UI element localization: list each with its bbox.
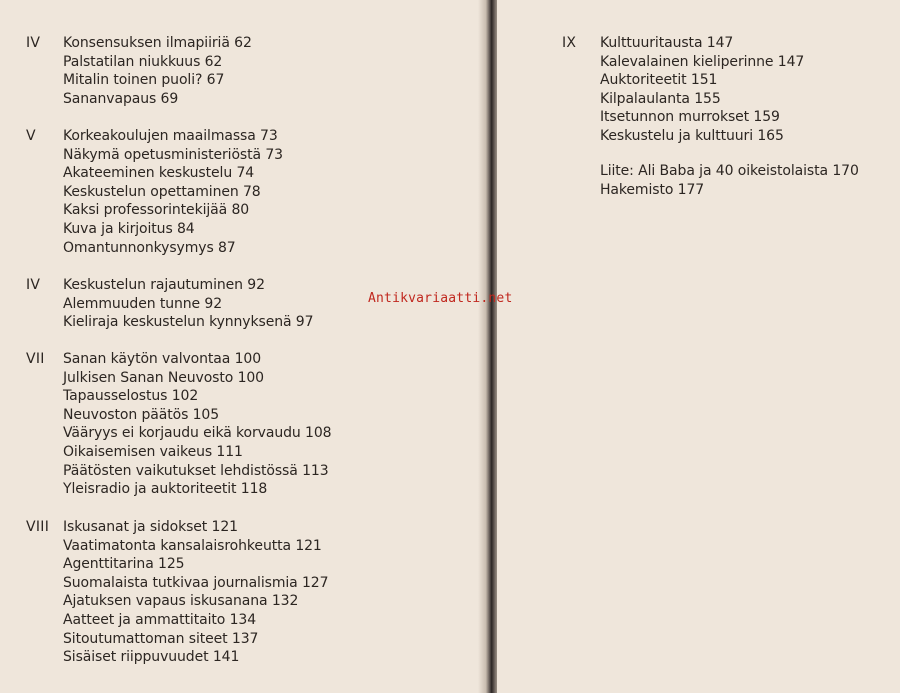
toc-entry: Näkymä opetusministeriöstä 73 bbox=[63, 146, 283, 163]
toc-entry: Päätösten vaikutukset lehdistössä 113 bbox=[63, 462, 329, 479]
toc-entry: Auktoriteetit 151 bbox=[600, 72, 718, 89]
toc-entry: Yleisradio ja auktoriteetit 118 bbox=[63, 481, 268, 498]
toc-entry: Suomalaista tutkivaa journalismia 127 bbox=[63, 574, 329, 591]
toc-entry: Palstatilan niukkuus 62 bbox=[63, 53, 223, 70]
watermark-text: Antikvariaatti.net bbox=[368, 291, 513, 306]
chapter-numeral: VII bbox=[26, 351, 45, 367]
toc-entry: Oikaisemisen vaikeus 111 bbox=[63, 443, 243, 460]
toc-entry: Omantunnonkysymys 87 bbox=[63, 239, 236, 256]
toc-entry: Keskustelun rajautuminen 92 bbox=[63, 277, 265, 293]
toc-entry: Vääryys ei korjaudu eikä korvaudu 108 bbox=[63, 425, 332, 442]
chapter-numeral: IV bbox=[26, 277, 41, 293]
right-page bbox=[497, 0, 900, 693]
toc-entry: Kieliraja keskustelun kynnyksenä 97 bbox=[63, 314, 314, 331]
toc-entry: Kaksi professorintekijää 80 bbox=[63, 202, 250, 219]
appendix-entry: Liite: Ali Baba ja 40 oikeistolaista 170 bbox=[600, 163, 859, 179]
chapter-numeral: IV bbox=[26, 35, 41, 51]
chapter-numeral: VIII bbox=[26, 519, 50, 535]
toc-entry: Konsensuksen ilmapiiriä 62 bbox=[63, 35, 252, 51]
chapter-numeral: IX bbox=[562, 35, 577, 51]
toc-entry: Sananvapaus 69 bbox=[63, 90, 179, 107]
toc-entry: Alemmuuden tunne 92 bbox=[63, 295, 223, 312]
entry-list bbox=[63, 34, 252, 108]
toc-entry: Vaatimatonta kansalaisrohkeutta 121 bbox=[63, 537, 322, 554]
entry-list bbox=[63, 518, 328, 667]
index-entry: Hakemisto 177 bbox=[600, 181, 705, 198]
toc-entry: Korkeakoulujen maailmassa 73 bbox=[63, 128, 278, 144]
toc-entry: Julkisen Sanan Neuvosto 100 bbox=[63, 369, 264, 386]
toc-entry: Itsetunnon murrokset 159 bbox=[600, 109, 780, 126]
toc-entry: Kuva ja kirjoitus 84 bbox=[63, 220, 195, 237]
toc-entry: Agenttitarina 125 bbox=[63, 556, 185, 573]
toc-entry: Sisäiset riippuvuudet 141 bbox=[63, 649, 240, 666]
entry-list bbox=[63, 127, 283, 257]
toc-entry: Akateeminen keskustelu 74 bbox=[63, 165, 255, 182]
toc-entry: Keskustelun opettaminen 78 bbox=[63, 183, 261, 200]
entry-list bbox=[600, 34, 804, 146]
toc-entry: Sanan käytön valvontaa 100 bbox=[63, 351, 262, 367]
toc-entry: Sitoutumattoman siteet 137 bbox=[63, 630, 259, 647]
chapter-numeral: V bbox=[26, 128, 36, 144]
toc-entry: Aatteet ja ammattitaito 134 bbox=[63, 611, 257, 628]
entry-list bbox=[63, 350, 331, 499]
toc-entry: Ajatuksen vapaus iskusanana 132 bbox=[63, 593, 299, 610]
toc-entry: Keskustelu ja kulttuuri 165 bbox=[600, 127, 784, 144]
entry-list bbox=[63, 276, 313, 332]
toc-entry: Tapausselostus 102 bbox=[63, 388, 199, 405]
toc-entry: Kilpalaulanta 155 bbox=[600, 90, 721, 107]
toc-entry: Kalevalainen kieliperinne 147 bbox=[600, 53, 805, 70]
toc-entry: Neuvoston päätös 105 bbox=[63, 406, 220, 423]
appendix-list bbox=[600, 162, 859, 199]
toc-entry: Kulttuuritausta 147 bbox=[600, 35, 734, 51]
toc-entry: Mitalin toinen puoli? 67 bbox=[63, 72, 225, 89]
toc-entry: Iskusanat ja sidokset 121 bbox=[63, 519, 238, 535]
